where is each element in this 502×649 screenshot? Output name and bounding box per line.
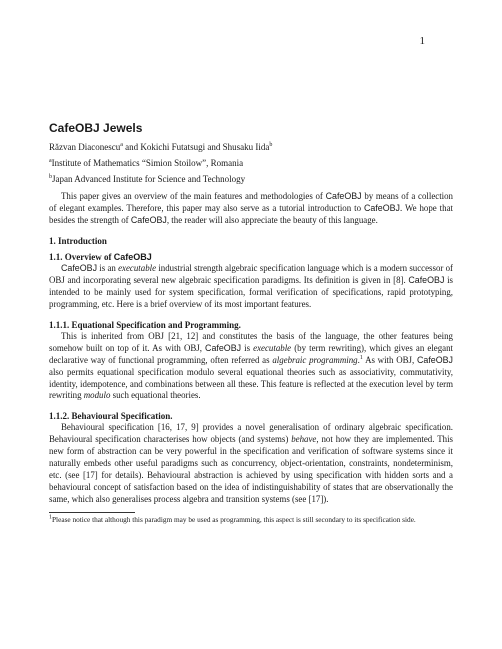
page-number: 1	[419, 35, 425, 47]
footnote-ref: 1	[359, 354, 363, 361]
footnote-rule	[49, 512, 135, 513]
behavioural-paragraph: Behavioural specification [16, 17, 9] provides a novel generalisation of ordinary algebraic specification. Behavioural specification characterises how objects (and systems) behave, not how they are implemented. This new form of abstraction can be very powerful in the specification and verification of software systems since it naturally embeds other useful paradigms such as concurrency, object-orientation, constraints, nondeterminism, etc. (see [17] for details). Behavioural abstraction is achieved by using specification with hidden sorts and a behavioural concept of satisfaction based on the idea of indistinguishability of states that are observationally the same, which also generalises process algebra and transition systems (see [17]).	[49, 422, 453, 504]
affiliation-mark-b: b	[269, 142, 273, 149]
section-heading-introduction: 1. Introduction	[49, 235, 107, 246]
authors-line	[49, 141, 453, 153]
affiliation-a: $^a$Institute of Mathematics “Simion Stoilow”, Romania	[49, 158, 244, 169]
equational-paragraph: This is inherited from OBJ [21, 12] and constitutes the basis of the language, the other features being somehow built on top of it. As with OBJ, CafeOBJ is executable (by term rewriting), which gives an elegant declarative way of functional programming, often referred as algebraic programming.$^1$ As with OBJ, CafeOBJ also permits equational specification modulo several equational theories such as associativity, commutativity, identity, idempotence, and combinations between all these. This feature is reflected at the execution level by term rewriting modulo such equational theories.	[49, 330, 453, 401]
author-rest: and Kokichi Futatsugi and Shusaku Iida	[122, 142, 270, 153]
affiliation-mark-a: a	[120, 142, 123, 149]
paper-body	[49, 120, 453, 524]
paper-title: CafeOBJ Jewels	[49, 121, 143, 135]
footnote: $^1$Please notice that although this paradigm may be used as programming, this aspect is still secondary to its specification side.	[49, 514, 416, 524]
author-first: Răzvan Diaconescu	[49, 142, 121, 153]
subsection-heading-overview: 1.1. Overview of CafeOBJ	[49, 252, 152, 263]
affiliation-b: $^b$Japan Advanced Institute for Science and Technology	[49, 174, 246, 185]
subsubsection-heading-behavioural: 1.1.2. Behavioural Specification.	[49, 411, 173, 422]
subsubsection-heading-equational: 1.1.1. Equational Specification and Programming.	[49, 319, 241, 330]
abstract: This paper gives an overview of the main features and methodologies of CafeOBJ by means of a collection of elegant examples. Therefore, this paper may also serve as a tutorial introduction to CafeOBJ. We hope that besides the strength of CafeOBJ, the reader will also appreciate the beauty of this language.	[49, 191, 453, 226]
overview-paragraph: CafeOBJ is an executable industrial strength algebraic specification language which is a modern successor of OBJ and incorporating several new algebraic specification paradigms. Its definition is given in [8]. CafeOBJ is intended to be mainly used for system specification, formal verification of specifications, rapid prototyping, programming, etc. Here is a brief overview of its most important features.	[49, 263, 454, 309]
